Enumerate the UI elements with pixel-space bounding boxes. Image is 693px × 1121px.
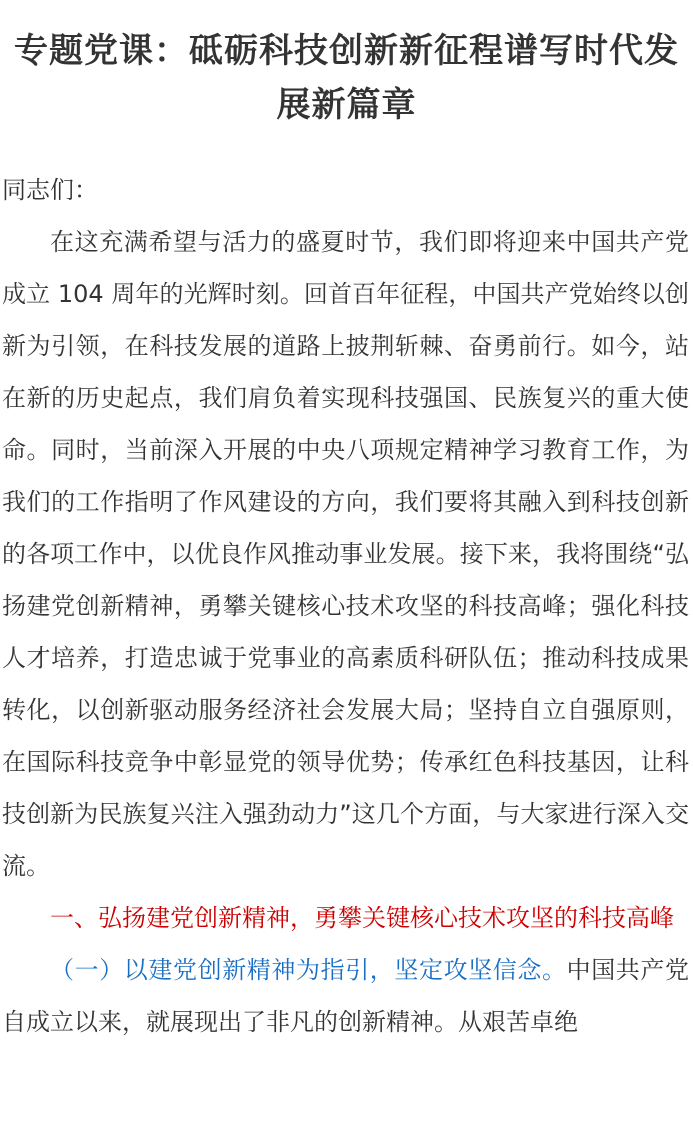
subsection-paragraph-1: [2, 944, 689, 1048]
salutation: 同志们：: [2, 176, 98, 204]
intro-paragraph: 在这充满希望与活力的盛夏时节，我们即将迎来中国共产党成立 104 周年的光辉时刻。回首百年征程，中国共产党始终以创新为引领，在科技发展的道路上披荆斩棘、奋勇前行。如今，站在新的历史起点，我们肩负着实现科技强国、民族复兴的重大使命。同时，当前深入开展的中央八项规定精神学习教育工作，为我们的工作指明了作风建设的方向，我们要将其融入到科技创新的各项工作中，以优良作风推动事业发展。接下来，我将围绕“弘扬建党创新精神，勇攀关键核心技术攻坚的科技高峰；强化科技人才培养，打造忠诚于党事业的高素质科研队伍；推动科技成果转化，以创新驱动服务经济社会发展大局；坚持自立自强原则，在国际科技竞争中彰显党的领导优势；传承红色科技基因，让科技创新为民族复兴注入强劲动力”这几个方面，与大家进行深入交流。: [2, 228, 689, 880]
section-heading-1: 一、弘扬建党创新精神，勇攀关键核心技术攻坚的科技高峰: [50, 904, 674, 932]
article-page: [0, 24, 693, 1048]
subsection-text-1: 中国共产党自成立以来，就展现出了非凡的创新精神。从艰苦卓绝: [2, 956, 690, 1036]
article-title: 专题党课：砥砺科技创新新征程谱写时代发展新篇章: [14, 31, 679, 125]
article-body: [0, 164, 693, 1048]
subsection-heading-1: （一）以建党创新精神为指引，坚定攻坚信念。: [50, 956, 567, 984]
